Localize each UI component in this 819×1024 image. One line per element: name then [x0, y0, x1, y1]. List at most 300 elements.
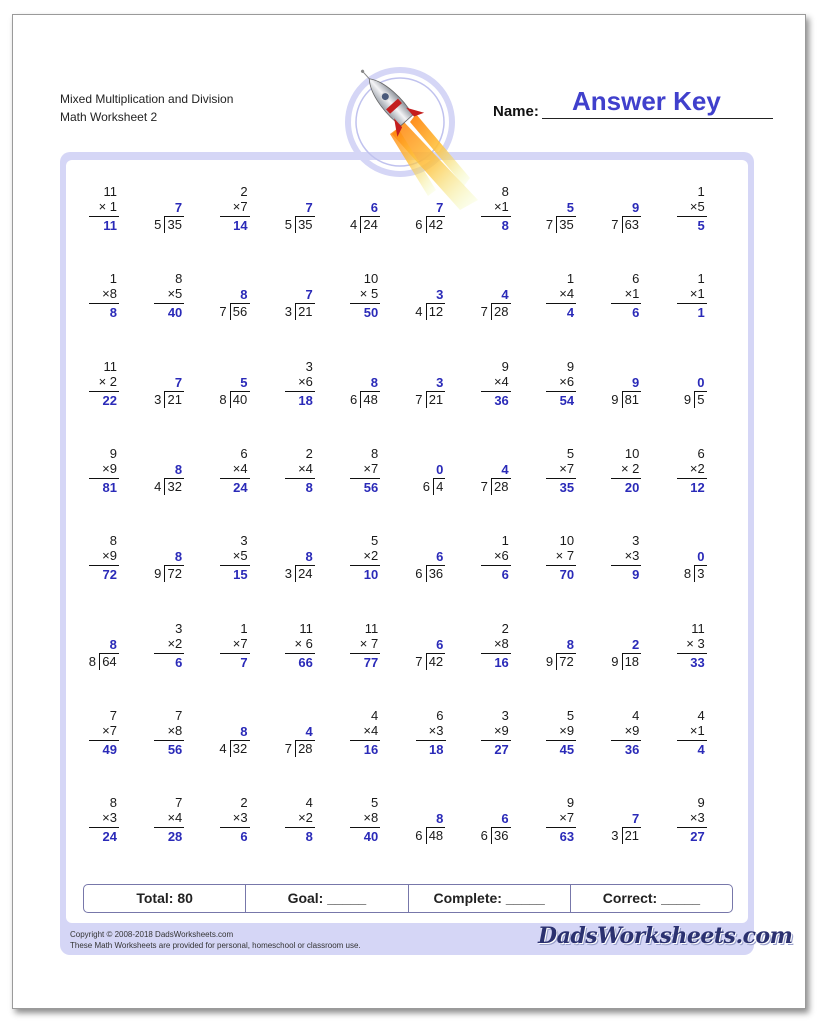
- quotient-answer: 7: [174, 374, 183, 390]
- division-problem: [400, 359, 450, 423]
- quotient-answer: 6: [436, 636, 444, 652]
- divisor: 9: [545, 653, 554, 669]
- division-problem: [661, 359, 711, 423]
- multiplier: ×9: [624, 722, 640, 738]
- quotient-answer: 7: [305, 200, 313, 215]
- division-bracket: [426, 565, 427, 582]
- multiplication-problem: [73, 795, 123, 859]
- quotient-answer: 9: [631, 200, 640, 215]
- product-bar: [350, 827, 380, 828]
- multiplier: × 3: [686, 635, 705, 651]
- multiplier: ×1: [493, 199, 509, 214]
- product-answer: 8: [501, 218, 509, 233]
- multiplicand: 1: [697, 271, 705, 287]
- multiplicand: 3: [240, 533, 248, 549]
- dividend: 24: [298, 566, 313, 582]
- division-bracket: [556, 216, 557, 233]
- dividend: 21: [298, 304, 313, 320]
- multiplication-problem: [334, 533, 384, 597]
- division-bracket: [164, 391, 165, 408]
- quotient-answer: 6: [501, 811, 509, 827]
- quotient-answer: 2: [631, 636, 640, 652]
- product-bar: [481, 391, 511, 392]
- product-answer: 24: [102, 829, 117, 845]
- multiplicand: 5: [370, 533, 379, 549]
- copyright-notice: [70, 929, 361, 951]
- product-bar: [481, 653, 511, 654]
- division-problem: [204, 271, 254, 335]
- product-bar: [611, 565, 641, 566]
- dividend: 48: [428, 828, 444, 844]
- multiplication-problem: [661, 184, 711, 248]
- multiplicand: 2: [305, 445, 313, 461]
- multiplier: ×8: [363, 810, 379, 826]
- multiplicand: 2: [501, 620, 509, 636]
- multiplier: ×1: [689, 286, 705, 302]
- product-bar: [546, 827, 576, 828]
- multiplicand: 1: [697, 184, 705, 199]
- multiplication-problem: [334, 271, 384, 335]
- quotient-answer: 5: [240, 374, 248, 390]
- quotient-answer: 7: [305, 287, 313, 303]
- multiplier: ×1: [689, 722, 705, 738]
- divisor: 6: [480, 828, 488, 844]
- multiplier: ×7: [559, 810, 575, 826]
- product-bar: [89, 391, 119, 392]
- multiplicand: 6: [697, 445, 705, 461]
- product-answer: 70: [559, 567, 575, 583]
- multiplier: ×2: [363, 548, 379, 564]
- multiplication-problem: [73, 359, 123, 423]
- product-answer: 8: [109, 305, 117, 321]
- score-footer: [83, 884, 733, 913]
- product-bar: [154, 303, 184, 304]
- division-bracket: [426, 216, 427, 233]
- product-answer: 54: [559, 392, 575, 408]
- multiplication-problem: [334, 621, 384, 685]
- product-answer: 15: [233, 567, 248, 583]
- multiplicand: 6: [632, 271, 640, 287]
- division-bracket: [622, 216, 623, 233]
- division-problem: [334, 184, 384, 248]
- product-answer: 56: [167, 741, 183, 757]
- multiplication-problem: [595, 446, 645, 510]
- divisor: 3: [154, 391, 162, 407]
- dividend: 4: [436, 478, 444, 494]
- division-problem: [400, 446, 450, 510]
- product-bar: [350, 653, 380, 654]
- multiplicand: 7: [175, 707, 183, 723]
- dividend: 42: [428, 653, 444, 669]
- divisor: 5: [284, 217, 292, 232]
- divisor: 9: [611, 653, 619, 669]
- multiplicand: 4: [632, 707, 640, 723]
- multiplicand: 8: [109, 795, 117, 811]
- quotient-answer: 7: [174, 200, 183, 215]
- division-problem: [465, 446, 515, 510]
- multiplier: ×9: [102, 548, 117, 564]
- multiplicand: 9: [566, 795, 575, 811]
- multiplicand: 3: [632, 533, 640, 549]
- product-answer: 5: [697, 218, 705, 233]
- quotient-answer: 5: [566, 200, 574, 215]
- multiplier: ×3: [428, 722, 444, 738]
- multiplier: ×8: [167, 722, 183, 738]
- division-problem: [465, 795, 515, 859]
- divisor: 9: [154, 566, 162, 582]
- division-problem: [595, 359, 645, 423]
- multiplicand: 6: [436, 707, 444, 723]
- quotient-answer: 0: [697, 549, 705, 565]
- division-bracket: [556, 653, 557, 670]
- multiplication-problem: [138, 271, 188, 335]
- product-answer: 6: [632, 305, 640, 321]
- division-problem: [138, 359, 188, 423]
- multiplier: × 2: [620, 460, 640, 476]
- product-answer: 18: [429, 741, 444, 757]
- product-answer: 11: [103, 218, 117, 233]
- multiplier: ×9: [102, 460, 117, 476]
- dividend: 56: [232, 304, 248, 320]
- multiplier: ×1: [624, 286, 640, 302]
- quotient-answer: 8: [174, 461, 183, 477]
- division-bracket: [426, 391, 427, 408]
- product-bar: [350, 478, 380, 479]
- division-problem: [595, 621, 645, 685]
- product-bar: [481, 565, 511, 566]
- division-problem: [595, 795, 645, 859]
- multiplicand: 9: [697, 795, 705, 811]
- product-answer: 50: [363, 305, 379, 321]
- division-problem: [661, 533, 711, 597]
- division-bracket: [230, 391, 231, 408]
- product-answer: 8: [305, 829, 313, 845]
- multiplier: ×6: [298, 373, 313, 389]
- multiplicand: 8: [370, 445, 379, 461]
- multiplication-problem: [595, 533, 645, 597]
- multiplication-problem: [269, 621, 319, 685]
- dividend: 24: [363, 217, 378, 232]
- product-answer: 6: [175, 654, 183, 670]
- dividend: 28: [493, 478, 509, 494]
- multiplicand: 2: [240, 795, 248, 811]
- divisor: 4: [349, 217, 358, 232]
- multiplication-problem: [334, 795, 384, 859]
- product-bar: [220, 478, 250, 479]
- multiplication-problem: [138, 621, 188, 685]
- multiplicand: 1: [566, 271, 575, 287]
- multiplication-problem: [661, 708, 711, 772]
- divisor: 6: [415, 828, 423, 844]
- quotient-answer: 3: [436, 374, 444, 390]
- multiplicand: 3: [501, 707, 509, 723]
- divisor: 8: [683, 566, 692, 582]
- multiplication-problem: [530, 708, 580, 772]
- product-bar: [677, 478, 707, 479]
- multiplier: × 1: [98, 199, 117, 214]
- multiplication-problem: [204, 446, 254, 510]
- product-answer: 12: [690, 479, 705, 495]
- divisor: 6: [415, 217, 423, 232]
- multiplication-problem: [73, 446, 123, 510]
- name-label: Name:: [493, 103, 539, 120]
- dividend: 64: [102, 653, 117, 669]
- divisor: 4: [154, 478, 162, 494]
- product-answer: 20: [624, 479, 640, 495]
- division-problem: [269, 708, 319, 772]
- product-bar: [677, 827, 707, 828]
- multiplier: × 2: [98, 373, 117, 389]
- multiplicand: 11: [299, 620, 313, 636]
- divisor: 6: [415, 566, 423, 582]
- dividend: 42: [428, 217, 444, 232]
- multiplier: ×5: [167, 286, 183, 302]
- division-bracket: [360, 216, 361, 233]
- dividend: 21: [428, 391, 444, 407]
- multiplier: ×6: [493, 548, 509, 564]
- product-answer: 56: [363, 479, 379, 495]
- product-bar: [350, 303, 380, 304]
- product-bar: [89, 216, 119, 217]
- product-bar: [220, 827, 250, 828]
- division-problem: [138, 446, 188, 510]
- product-answer: 22: [102, 392, 117, 408]
- product-bar: [416, 740, 446, 741]
- multiplicand: 2: [240, 184, 248, 199]
- multiplier: ×7: [363, 460, 379, 476]
- division-bracket: [164, 478, 165, 495]
- divisor: 8: [88, 653, 97, 669]
- product-bar: [285, 478, 315, 479]
- product-answer: 9: [632, 567, 640, 583]
- dividend: 72: [559, 653, 574, 669]
- division-bracket: [622, 653, 623, 670]
- multiplier: ×9: [559, 722, 575, 738]
- product-bar: [220, 565, 250, 566]
- division-bracket: [295, 303, 296, 320]
- multiplier: ×3: [232, 810, 248, 826]
- division-bracket: [426, 653, 427, 670]
- product-bar: [154, 653, 184, 654]
- product-bar: [546, 478, 576, 479]
- quotient-answer: 8: [566, 636, 574, 652]
- product-bar: [611, 478, 641, 479]
- product-bar: [220, 216, 250, 217]
- multiplier: ×4: [232, 460, 248, 476]
- division-problem: [269, 533, 319, 597]
- multiplicand: 9: [109, 445, 117, 461]
- multiplicand: 8: [109, 533, 117, 549]
- quotient-answer: 0: [436, 461, 444, 477]
- product-answer: 6: [501, 567, 509, 583]
- division-bracket: [491, 478, 492, 495]
- product-bar: [546, 565, 576, 566]
- goal-cell: Goal: _____: [246, 885, 408, 912]
- division-problem: [400, 184, 450, 248]
- product-bar: [677, 653, 707, 654]
- product-answer: 27: [494, 741, 509, 757]
- dividend: 35: [559, 217, 574, 232]
- multiplication-problem: [465, 359, 515, 423]
- multiplier: ×4: [298, 460, 313, 476]
- copyright-line-1: Copyright © 2008-2018 DadsWorksheets.com: [70, 930, 234, 939]
- worksheet-title: [60, 90, 233, 126]
- dividend: 36: [493, 828, 509, 844]
- dividend: 72: [167, 566, 182, 582]
- multiplier: ×9: [493, 722, 509, 738]
- division-bracket: [360, 391, 361, 408]
- divisor: 7: [415, 653, 423, 669]
- divisor: 4: [219, 740, 227, 756]
- quotient-answer: 7: [631, 811, 640, 827]
- multiplication-problem: [530, 446, 580, 510]
- dividend: 32: [167, 478, 182, 494]
- multiplication-problem: [334, 708, 384, 772]
- divisor: 3: [611, 828, 619, 844]
- multiplication-problem: [138, 795, 188, 859]
- divisor: 9: [683, 391, 692, 407]
- quotient-answer: 8: [109, 636, 117, 652]
- product-answer: 33: [690, 654, 705, 670]
- product-answer: 36: [494, 392, 509, 408]
- multiplier: ×3: [624, 548, 640, 564]
- multiplication-problem: [530, 795, 580, 859]
- multiplication-problem: [465, 184, 515, 248]
- product-answer: 28: [167, 829, 183, 845]
- product-answer: 35: [559, 479, 575, 495]
- multiplicand: 5: [370, 795, 379, 811]
- division-bracket: [694, 565, 695, 582]
- divisor: 7: [480, 304, 488, 320]
- quotient-answer: 8: [240, 287, 248, 303]
- multiplicand: 11: [103, 184, 117, 199]
- product-bar: [285, 653, 315, 654]
- dividend: 81: [624, 391, 640, 407]
- product-answer: 14: [233, 218, 248, 233]
- title-line-2: Math Worksheet 2: [60, 110, 158, 124]
- quotient-answer: 4: [501, 461, 509, 477]
- multiplication-problem: [661, 446, 711, 510]
- dividend: 21: [167, 391, 182, 407]
- multiplier: ×7: [232, 199, 248, 214]
- dividend: 63: [624, 217, 640, 232]
- product-bar: [546, 391, 576, 392]
- product-answer: 6: [240, 829, 248, 845]
- division-problem: [530, 621, 580, 685]
- division-bracket: [426, 303, 427, 320]
- division-bracket: [433, 478, 434, 495]
- multiplicand: 1: [240, 620, 248, 636]
- divisor: 7: [415, 391, 423, 407]
- division-problem: [73, 621, 123, 685]
- divisor: 7: [219, 304, 227, 320]
- product-bar: [285, 391, 315, 392]
- multiplication-problem: [595, 271, 645, 335]
- product-bar: [89, 740, 119, 741]
- division-problem: [138, 184, 188, 248]
- multiplication-problem: [269, 359, 319, 423]
- quotient-answer: 4: [305, 723, 313, 739]
- divisor: 6: [349, 391, 358, 407]
- multiplier: ×2: [689, 460, 705, 476]
- dividend: 21: [624, 828, 640, 844]
- product-answer: 24: [233, 479, 248, 495]
- dividend: 12: [428, 304, 444, 320]
- multiplicand: 4: [370, 707, 379, 723]
- multiplier: ×4: [167, 810, 183, 826]
- multiplicand: 8: [175, 271, 183, 287]
- total-cell: Total: 80: [84, 885, 246, 912]
- divisor: 7: [611, 217, 619, 232]
- product-answer: 36: [624, 741, 640, 757]
- dividend: 36: [428, 566, 444, 582]
- division-bracket: [295, 740, 296, 757]
- product-answer: 81: [102, 479, 117, 495]
- multiplier: × 7: [359, 635, 379, 651]
- multiplicand: 10: [363, 271, 379, 287]
- complete-cell: Complete: _____: [409, 885, 571, 912]
- dividend: 35: [167, 217, 182, 232]
- multiplicand: 5: [566, 707, 575, 723]
- product-bar: [350, 565, 380, 566]
- dividend: 48: [363, 391, 378, 407]
- multiplier: ×4: [363, 722, 379, 738]
- division-problem: [334, 359, 384, 423]
- multiplicand: 11: [691, 620, 705, 636]
- multiplication-problem: [204, 795, 254, 859]
- multiplication-problem: [334, 446, 384, 510]
- multiplier: ×5: [689, 199, 705, 214]
- quotient-answer: 6: [370, 200, 379, 215]
- answer-key-label: Answer Key: [572, 86, 721, 116]
- dividend: 35: [298, 217, 313, 232]
- quotient-answer: 8: [436, 811, 444, 827]
- product-bar: [154, 740, 184, 741]
- divisor: 7: [480, 478, 488, 494]
- product-bar: [89, 565, 119, 566]
- multiplicand: 1: [109, 271, 117, 287]
- divisor: 3: [284, 566, 292, 582]
- divisor: 6: [422, 478, 430, 494]
- multiplicand: 9: [566, 358, 575, 374]
- divisor: 5: [154, 217, 162, 232]
- product-bar: [611, 740, 641, 741]
- product-bar: [677, 303, 707, 304]
- multiplicand: 11: [103, 358, 117, 374]
- division-problem: [138, 533, 188, 597]
- multiplier: ×7: [232, 635, 248, 651]
- multiplicand: 10: [559, 533, 575, 549]
- division-bracket: [295, 216, 296, 233]
- multiplication-problem: [530, 359, 580, 423]
- dadsworksheets-logo: DadsWorksheets.com: [538, 923, 793, 949]
- product-bar: [89, 827, 119, 828]
- multiplication-problem: [465, 533, 515, 597]
- multiplicand: 9: [501, 358, 509, 374]
- multiplicand: 11: [364, 620, 379, 636]
- divisor: 8: [219, 391, 227, 407]
- divisor: 3: [284, 304, 292, 320]
- quotient-answer: 8: [174, 549, 183, 565]
- quotient-answer: 9: [631, 374, 640, 390]
- product-bar: [285, 827, 315, 828]
- dividend: 28: [493, 304, 509, 320]
- multiplier: × 5: [359, 286, 379, 302]
- multiplier: ×2: [298, 810, 313, 826]
- name-field-line[interactable]: [542, 118, 773, 119]
- quotient-answer: 8: [240, 723, 248, 739]
- division-bracket: [164, 216, 165, 233]
